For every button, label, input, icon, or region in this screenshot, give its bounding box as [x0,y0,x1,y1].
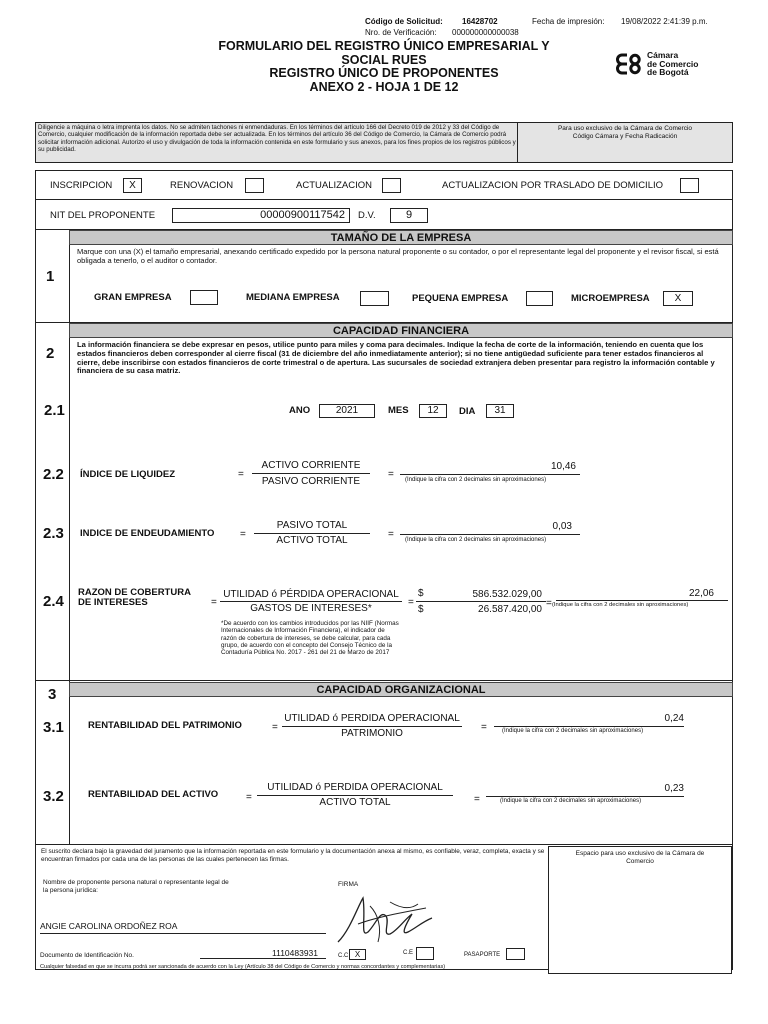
traslado-checkbox[interactable] [680,178,699,193]
cobertura-denominator: GASTOS DE INTERESES* [250,603,372,614]
rentabilidad-patrimonio-label: RENTABILIDAD DEL PATRIMONIO [88,720,242,731]
section-3-title: CAPACIDAD ORGANIZACIONAL [69,682,733,697]
cobertura-currency-1: $ [418,588,424,599]
renovacion-label: RENOVACION [170,180,234,191]
cobertura-value[interactable]: 22,06 [688,588,714,599]
nit-label: NIT DEL PROPONENTE [50,210,156,221]
section-2-1-number: 2.1 [44,402,65,419]
inscripcion-label: INSCRIPCION [50,180,113,191]
exclusive-space-box [548,846,732,974]
section-1-text: Marque con una (X) el tamaño empresarial, anexando certificado expedido por la persona natural proponente o su contador, o por el representante legal del proponente y el revisor fiscal, si está obligada a tenerlo, o el auditor o contador. [77,247,719,265]
dia-label: DIA [459,406,476,417]
endeudamiento-label: INDICE DE ENDEUDAMIENTO [80,528,215,539]
cc-label: C.C [338,953,349,959]
pasaporte-checkbox[interactable] [506,948,525,960]
doc-value[interactable]: 1110483931 [272,948,319,958]
signature-image [330,884,440,954]
liquidez-label: ÍNDICE DE LIQUIDEZ [80,469,176,480]
exclusive-use-label: Para uso exclusivo de la Cámara de Comercio Código Cámara y Fecha Radicación [557,125,693,140]
section-2-4-number: 2.4 [43,593,64,610]
microempresa-label: MICROEMPRESA [571,293,650,304]
rentabilidad-activo-label: RENTABILIDAD DEL ACTIVO [88,789,219,800]
solicitud-value: 16428702 [462,17,498,26]
pequena-empresa-checkbox[interactable] [526,291,553,306]
cobertura-numerator-value[interactable]: 586.532.029,00 [472,589,542,600]
section-3-1-number: 3.1 [43,719,64,736]
section-3-number: 3 [48,686,57,703]
mes-label: MES [388,405,409,416]
mediana-empresa-checkbox[interactable] [360,291,389,306]
endeudamiento-hint: (Indique la cifra con 2 decimales sin aproximaciones) [405,537,547,543]
endeudamiento-numerator: PASIVO TOTAL [276,520,348,531]
renovacion-checkbox[interactable] [245,178,264,193]
nit-field[interactable]: 00000900117542 [172,208,350,223]
section-2-number: 2 [46,345,55,362]
cc-checkbox[interactable]: X [349,949,366,960]
pasaporte-label: PASAPORTE [464,952,501,958]
liquidez-denominator: PASIVO CORRIENTE [261,476,361,487]
ano-label: ANO [289,405,311,416]
rentabilidad-patrimonio-hint: (Indique la cifra con 2 decimales sin aproximaciones) [502,728,644,734]
liquidez-hint: (Indique la cifra con 2 decimales sin aproximaciones) [405,477,547,483]
firma-label: FIRMA [338,881,359,888]
cobertura-currency-2: $ [418,604,424,615]
gran-empresa-checkbox[interactable] [190,290,218,305]
nombre-value: ANGIE CAROLINA ORDOÑEZ ROA [40,921,178,931]
inscripcion-checkbox[interactable]: X [123,178,142,193]
cobertura-hint: (Indique la cifra con 2 decimales sin aproximaciones) [552,602,689,608]
camara-logo-icon [616,52,644,76]
actualizacion-label: ACTUALIZACION [296,180,373,191]
dv-label: D.V. [358,210,376,221]
section-2-2-number: 2.2 [43,466,64,483]
section-2-title: CAPACIDAD FINANCIERA [69,323,733,338]
dv-field[interactable]: 9 [390,208,428,223]
cobertura-label: RAZON DE COBERTURA DE INTERESES [78,587,191,608]
section-2-3-number: 2.3 [43,525,64,542]
nombre-label: Nombre de proponente persona natural o representante legal de la persona jurídica: [43,879,229,894]
traslado-label: ACTUALIZACION POR TRASLADO DE DOMICILIO [442,180,664,191]
instructions-box [35,122,733,163]
solicitud-label: Código de Solicitud: [365,17,443,26]
doc-label: Documento de Identificación No. [40,952,134,959]
exclusive-space-label: Espacio para uso exclusivo de la Cámara de Comercio [575,850,705,865]
falsedad-text: Cualquier falsedad en que se incurra podrá ser sancionada de acuerdo con la Ley (Artículo 38 del Código de Comercio y normas concordantes y complementarias) [40,964,446,970]
cobertura-numerator: UTILIDAD ó PÉRDIDA OPERACIONAL [223,589,399,600]
declaration-text: El suscrito declara bajo la gravedad del juramento que la información reportada en este formulario y la documentación anexa al mismo, es confiable, veraz, completa, exacta y se encuentran firmados por cada una de las personas de las cuales pertenecen las firmas. [41,848,545,863]
rentabilidad-activo-denominator: ACTIVO TOTAL [319,797,391,808]
mes-field[interactable]: 12 [419,404,447,418]
fecha-value: 19/08/2022 2:41:39 p.m. [621,17,708,26]
verificacion-label: Nro. de Verificación: [365,28,437,37]
instructions-text: Diligencie a máquina o letra imprenta los datos. No se admiten tachones ni enmendaduras. En los términos del artículo 166 del Decreto 019 de 2012 y 33 del Código de Comercio, cualquier modificación de la información reportada debe ser actualizada. En los términos del artículo 36 del Código de Comercio, la Cámara de Comercio podrá solicitar información adicional. Autorizo el uso y divulgación de toda la información contenida en este formulario y sus anexos, para los fines propios de los registros públicos y su publicidad. [38,124,516,154]
microempresa-checkbox[interactable]: X [663,291,693,306]
section-1-title: TAMAÑO DE LA EMPRESA [69,230,733,245]
liquidez-value[interactable]: 10,46 [550,461,576,472]
rentabilidad-activo-value[interactable]: 0,23 [664,783,684,794]
endeudamiento-denominator: ACTIVO TOTAL [276,535,348,546]
rentabilidad-activo-hint: (Indique la cifra con 2 decimales sin aproximaciones) [500,798,642,804]
actualizacion-checkbox[interactable] [382,178,401,193]
ce-label: C.E [403,950,414,956]
gran-empresa-label: GRAN EMPRESA [94,292,172,303]
rentabilidad-activo-numerator: UTILIDAD ó PERDIDA OPERACIONAL [267,782,443,793]
rentabilidad-patrimonio-denominator: PATRIMONIO [341,728,403,739]
pequena-empresa-label: PEQUENA EMPRESA [412,293,509,304]
cobertura-denominator-value[interactable]: 26.587.420,00 [478,604,542,615]
section-1-number: 1 [46,268,55,285]
endeudamiento-value[interactable]: 0,03 [552,521,572,532]
fecha-label: Fecha de impresión: [532,17,605,26]
dia-field[interactable]: 31 [486,404,514,418]
liquidez-numerator: ACTIVO CORRIENTE [261,460,361,471]
ano-field[interactable]: 2021 [319,404,375,418]
section-3-2-number: 3.2 [43,788,64,805]
rentabilidad-patrimonio-numerator: UTILIDAD ó PERDIDA OPERACIONAL [284,713,460,724]
ce-checkbox[interactable] [416,947,434,960]
mediana-empresa-label: MEDIANA EMPRESA [246,292,340,303]
verificacion-value: 000000000000038 [452,28,519,37]
cobertura-note: *De acuerdo con los cambios introducidos por las NIIF (Normas Internacionales de Información Financiera), el indicador de razón de cobertura de intereses, se debe calcular, para cada grupo, de acuerdo con el concepto del Consejo Técnico de la Contaduría Pública No. 2017 - 261 del 21 de Marzo de 2017 [221,620,399,657]
camara-logo: Cámara de Comercio de Bogotá [616,52,724,78]
section-2-text: La información financiera se debe expresar en pesos, utilice punto para miles y coma para decimales. Indique la fecha de corte de la información, teniendo en cuenta que los estados financieros deben corresponder al cierre fiscal (31 de diciembre del año inmediatamente anterior); si no tiene antigüedad suficiente para tener estados financieros al cierre, debe inscribirse con estados financieros de corte trimestral o de apertura. Las sucursales de sociedad extranjera deben presentar para registro la información contable y financiera de su casa matriz. [77,340,715,376]
page-title: FORMULARIO DEL REGISTRO ÚNICO EMPRESARIAL Y SOCIAL RUES REGISTRO ÚNICO DE PROPONENTES ANEXO 2 - HOJA 1 DE 12 [218,39,550,94]
rentabilidad-patrimonio-value[interactable]: 0,24 [664,713,684,724]
